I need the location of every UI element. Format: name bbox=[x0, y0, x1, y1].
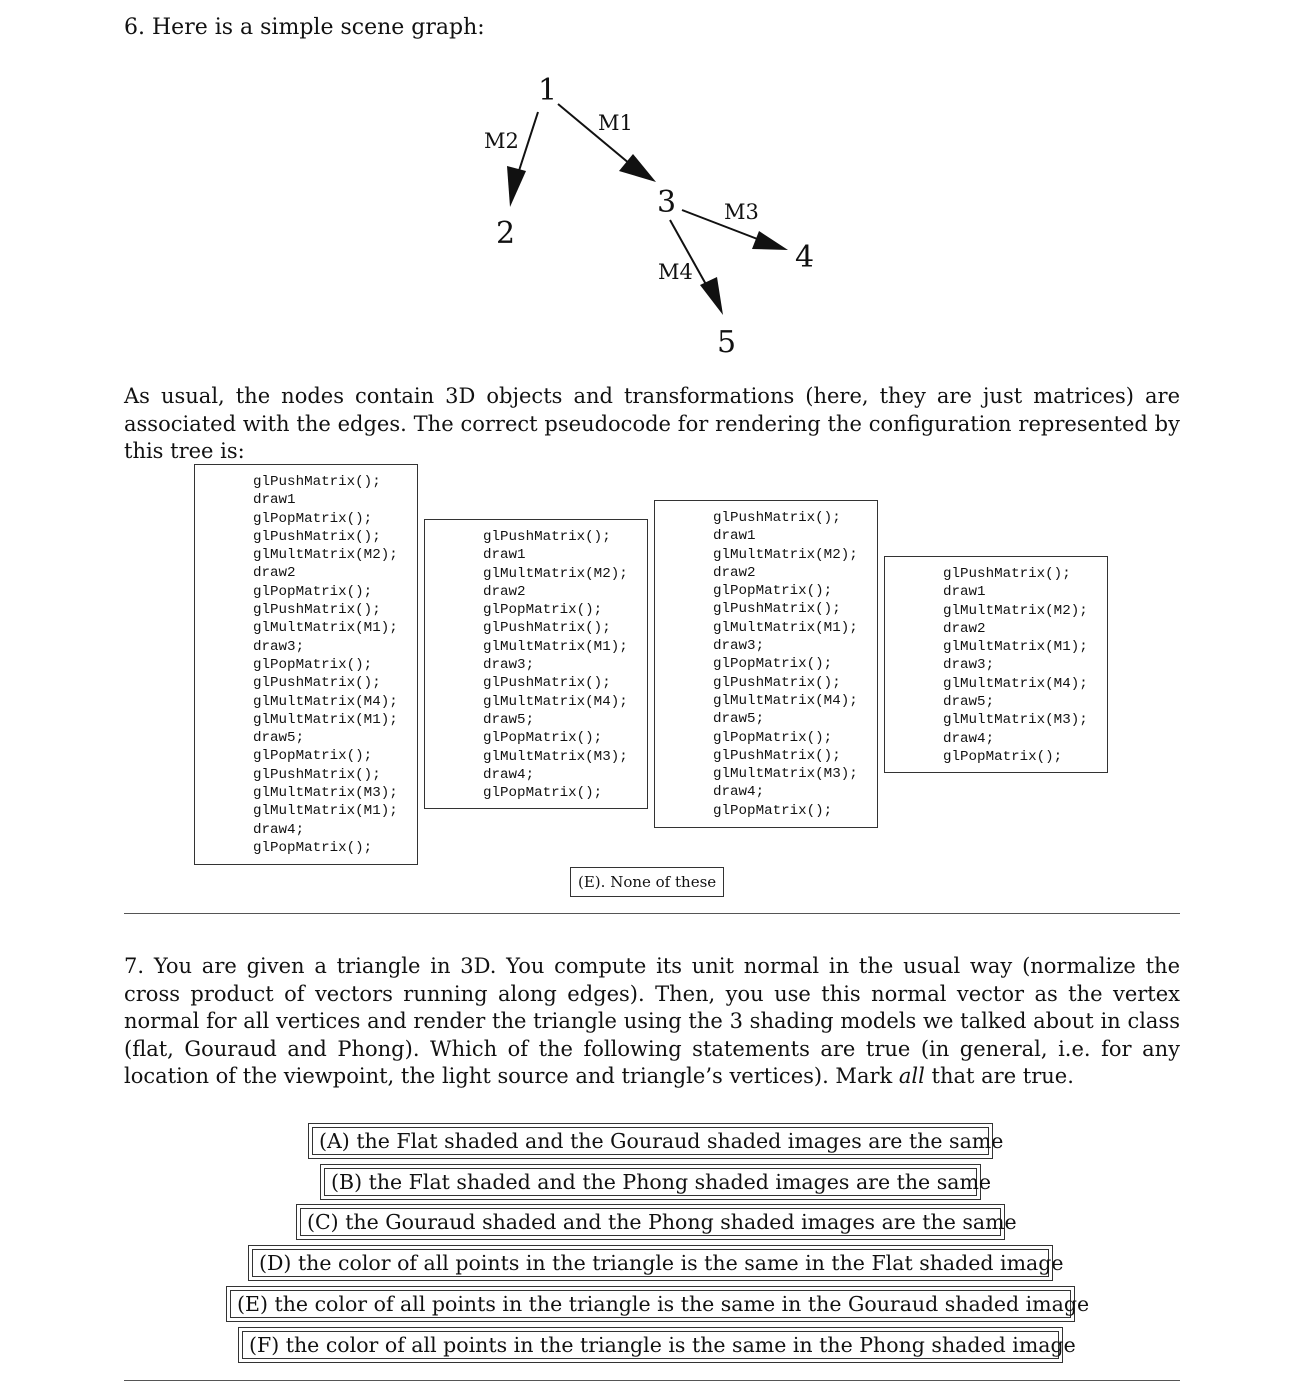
code-line: draw3; bbox=[943, 657, 995, 674]
code-line: glMultMatrix(M1); bbox=[253, 620, 398, 637]
code-line: glMultMatrix(M2); bbox=[253, 547, 398, 564]
code-line: glMultMatrix(M1); bbox=[943, 639, 1088, 656]
question-7-paragraph bbox=[124, 953, 1180, 1091]
option-c-code-box[interactable] bbox=[654, 500, 878, 828]
code-line: glPushMatrix(); bbox=[253, 675, 381, 692]
code-line: draw5; bbox=[253, 730, 305, 747]
code-line: glPushMatrix(); bbox=[483, 529, 611, 545]
code-line: glPopMatrix(); bbox=[713, 656, 833, 673]
bottom-divider bbox=[124, 1380, 1180, 1381]
code-line: glMultMatrix(M3); bbox=[943, 712, 1088, 729]
statement-b[interactable]: (B) the Flat shaded and the Phong shaded images are the same bbox=[320, 1164, 981, 1200]
node-label-4: 4 bbox=[795, 240, 815, 275]
code-line: glMultMatrix(M1); bbox=[253, 803, 398, 820]
code-line: draw4; bbox=[483, 766, 535, 783]
code-line: draw3; bbox=[253, 638, 305, 655]
code-line: glMultMatrix(M3); bbox=[713, 766, 858, 783]
code-line: draw4; bbox=[943, 730, 995, 747]
code-line: draw5; bbox=[713, 711, 765, 728]
code-line: glPushMatrix(); bbox=[253, 766, 381, 783]
code-line: glPopMatrix(); bbox=[943, 748, 1063, 765]
code-line: draw3; bbox=[483, 657, 535, 674]
statement-e[interactable]: (E) the color of all points in the triangle is the same in the Gouraud shaded image bbox=[226, 1286, 1075, 1322]
question-7-text-start: 7. You are given a triangle in 3D. You compute its unit normal in the usual way (normalize the cross product of vectors running along edges). Then, you use this normal vector as the vertex normal for all vertices and render the triangle using the 3 shading models we talked about in class (flat, Gouraud and Phong). Which of the following statements are true (in general, i.e. for any location of the viewpoint, the light source and triangle’s vertices). Mark bbox=[124, 954, 1180, 1088]
question-6-paragraph: As usual, the nodes contain 3D objects and transformations (here, they are just matrices) are associated with the edges. The correct pseudocode for rendering the configuration represented by this tree is: bbox=[124, 384, 1180, 463]
scene-graph-diagram bbox=[430, 60, 850, 360]
edge-label-m2: M2 bbox=[484, 129, 519, 153]
section-divider bbox=[124, 913, 1180, 914]
code-line: glPushMatrix(); bbox=[483, 620, 611, 637]
code-line: draw3; bbox=[713, 638, 765, 655]
arrowhead-1-2 bbox=[507, 166, 526, 207]
code-line: draw5; bbox=[943, 694, 995, 711]
code-line: glMultMatrix(M1); bbox=[713, 619, 858, 636]
code-line: glPushMatrix(); bbox=[713, 674, 841, 691]
code-line: draw4; bbox=[253, 821, 305, 838]
option-e-none-of-these[interactable]: (E). None of these bbox=[570, 867, 724, 897]
code-line: glPopMatrix(); bbox=[483, 785, 603, 802]
code-line: glMultMatrix(M4); bbox=[943, 675, 1088, 692]
node-label-1: 1 bbox=[538, 73, 558, 108]
statement-a[interactable]: (A) the Flat shaded and the Gouraud shaded images are the same bbox=[308, 1123, 993, 1159]
option-b-code-box[interactable] bbox=[424, 519, 648, 809]
node-label-2: 2 bbox=[496, 216, 516, 251]
code-line: glPopMatrix(); bbox=[253, 748, 373, 765]
arrowhead-3-5 bbox=[700, 277, 723, 315]
code-line: glPushMatrix(); bbox=[253, 528, 381, 545]
code-line: glMultMatrix(M2); bbox=[943, 602, 1088, 619]
code-line: glMultMatrix(M3); bbox=[483, 748, 628, 765]
code-line: glPushMatrix(); bbox=[253, 474, 381, 490]
code-line: glMultMatrix(M1); bbox=[483, 638, 628, 655]
question-6-heading: 6. Here is a simple scene graph: bbox=[124, 15, 485, 40]
code-line: draw1 bbox=[483, 547, 526, 564]
edge-label-m3: M3 bbox=[724, 200, 759, 224]
code-line: glPushMatrix(); bbox=[713, 510, 841, 526]
code-line: draw2 bbox=[253, 565, 296, 582]
code-line: glPushMatrix(); bbox=[483, 675, 611, 692]
option-a-code-box[interactable] bbox=[194, 464, 418, 865]
code-line: glPushMatrix(); bbox=[713, 747, 841, 764]
code-line: draw2 bbox=[483, 583, 526, 600]
code-line: glPushMatrix(); bbox=[713, 601, 841, 618]
code-line: glPushMatrix(); bbox=[943, 566, 1071, 582]
code-line: glMultMatrix(M4); bbox=[713, 692, 858, 709]
code-line: glPushMatrix(); bbox=[253, 602, 381, 619]
code-line: glMultMatrix(M3); bbox=[253, 785, 398, 802]
statement-d[interactable]: (D) the color of all points in the triangle is the same in the Flat shaded image bbox=[248, 1245, 1053, 1281]
statement-f[interactable]: (F) the color of all points in the triangle is the same in the Phong shaded image bbox=[238, 1327, 1063, 1363]
code-line: draw4; bbox=[713, 784, 765, 801]
code-line: draw5; bbox=[483, 711, 535, 728]
code-line: draw2 bbox=[713, 564, 756, 581]
code-line: draw1 bbox=[943, 584, 986, 601]
option-d-code-box[interactable] bbox=[884, 556, 1108, 773]
code-line: glPopMatrix(); bbox=[713, 729, 833, 746]
code-line: glMultMatrix(M1); bbox=[253, 711, 398, 728]
node-label-3: 3 bbox=[657, 185, 677, 220]
code-line: glPopMatrix(); bbox=[253, 583, 373, 600]
code-line: draw2 bbox=[943, 620, 986, 637]
code-line: glPopMatrix(); bbox=[483, 730, 603, 747]
question-7-emphasis: all bbox=[898, 1064, 925, 1088]
statement-c[interactable]: (C) the Gouraud shaded and the Phong shaded images are the same bbox=[296, 1204, 1005, 1240]
code-line: draw1 bbox=[253, 492, 296, 509]
edge-label-m4: M4 bbox=[658, 260, 693, 284]
code-line: glPopMatrix(); bbox=[713, 802, 833, 819]
code-line: glPopMatrix(); bbox=[253, 656, 373, 673]
code-line: glMultMatrix(M2); bbox=[713, 546, 858, 563]
question-7-text-end: that are true. bbox=[924, 1064, 1074, 1088]
code-line: glPopMatrix(); bbox=[713, 583, 833, 600]
code-line: glPopMatrix(); bbox=[483, 602, 603, 619]
code-line: glMultMatrix(M2); bbox=[483, 565, 628, 582]
edge-label-m1: M1 bbox=[598, 111, 633, 135]
code-line: glPopMatrix(); bbox=[253, 839, 373, 856]
code-line: draw1 bbox=[713, 528, 756, 545]
code-line: glMultMatrix(M4); bbox=[483, 693, 628, 710]
arrowhead-3-4 bbox=[752, 231, 788, 250]
code-line: glMultMatrix(M4); bbox=[253, 693, 398, 710]
code-line: glPopMatrix(); bbox=[253, 510, 373, 527]
node-label-5: 5 bbox=[717, 325, 737, 360]
